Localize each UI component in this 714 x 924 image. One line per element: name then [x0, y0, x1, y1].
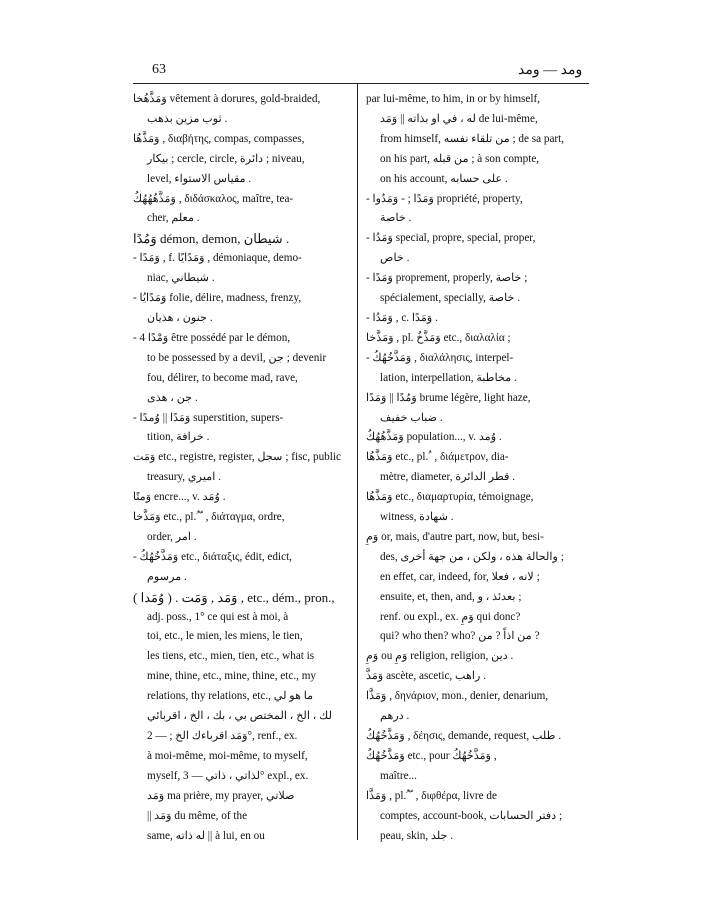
entry-line: جنون ، هذيان . [147, 311, 213, 324]
entry-line: - وَمَدًا ; - وَمَدُوا propriété, property, [366, 192, 523, 205]
entry-line: وَمَذَّ ascète, ascetic, راهب . [366, 670, 487, 683]
entry-line: وَمَذَّخُهُكُ etc., pour وَمَذَّخُهُكُ , [366, 749, 497, 762]
entry-line: وَمَذَّخا etc., pl. ُ ّ , διάταγμα, ordre, [133, 511, 285, 524]
entry-line: relations, thy relations, etc., ما هو لي [147, 690, 314, 703]
entry-line: niac, شيطاني . [147, 272, 215, 285]
entry-line: وَمتًا encre..., v. وُمَد . [133, 491, 226, 504]
entry-line: - وَمَدًا proprement, properly, خاصة ; [366, 272, 528, 285]
entry-line: renf. ou expl., ex. وَمِ qui donc? [380, 610, 521, 623]
entry-line: on his account, على حسابه . [380, 172, 508, 185]
entry-line: وَمَذَّهُا etc., pl. ُ , διάμετρον, dia- [366, 451, 509, 464]
entry-line: وَمَد ma prière, my prayer, صلاتي [147, 789, 295, 802]
entry-line: maître... [380, 769, 417, 782]
entry-line: - وَمَذَّخُهُكُ etc., διάταξις, édit, edict, [133, 550, 292, 563]
entry-line: par lui-même, to him, in or by himself, [366, 93, 540, 105]
entry-line: ensuite, et, then, and, بعدئذ ، و ; [380, 590, 522, 603]
entry-line: خاصة . [380, 212, 412, 225]
entry-line: وَمَذَّخُهُكُ , δέησις, demande, request, طلب . [366, 730, 562, 742]
guide-word: ومد — ومد [518, 63, 583, 78]
entry-line: from himself, من تلقاء نفسه ; de sa part, [380, 132, 565, 145]
entry-line: to be possessed by a devil, جن ; devenir [147, 351, 327, 364]
header-rule [133, 83, 589, 84]
entry-line: lation, interpellation, مخاطبة . [380, 371, 517, 384]
entry-line: on his part, من قبله ; à son compte, [380, 152, 540, 165]
entry-line: witness, شهادة . [380, 511, 454, 524]
entry-line: بيكار ; cercle, circle, دائرة ; niveau, [147, 152, 305, 165]
entry-line: des, والحالة هذه ، ولكن ، من جهة أخرى ; [380, 550, 564, 563]
entry-line: خاص . [380, 252, 410, 265]
entry-line: وَمِ ou وَمِ religion, religion, دين . [366, 650, 514, 663]
entry-line: fou, délirer, to become mad, rave, [147, 371, 298, 384]
entry-line: level, مقياس الاستواء . [147, 172, 252, 185]
entry-line: treasury, اميري . [147, 471, 221, 484]
entry-line: وَمَذَّخا , pl. وَمَذَّخُ etc., διαλαλία ; [366, 331, 511, 344]
entry-line: وَمِ or, mais, d'autre part, now, but, besi- [366, 530, 544, 543]
entry-line: peau, skin, جلد . [380, 829, 454, 842]
entry-line: وَمَذَّهُا etc., διαμαρτυρία, témoignage, [366, 491, 534, 504]
entry-line: order, امر . [147, 530, 197, 543]
entry-line: qui? who then? who? من اذاً ? من ? [380, 630, 540, 643]
entry-line: comptes, account-book, دفتر الحسابات ; [380, 809, 563, 822]
entry-line: ( وُمَدا ) . وَمَد , وَمَت , etc., dém., pron., [133, 589, 335, 605]
entry-line: - وَمَدُا special, propre, special, proper, [366, 232, 536, 245]
entry-line: toi, etc., le mien, les miens, le tien, [147, 630, 303, 643]
entry-line: || وَمَد du même, of the [147, 809, 248, 822]
entry-line: وَمَذَّهُهُكُ population..., v. وُمد . [366, 431, 502, 444]
entry-line: myself, لذاتي ، ذاتي — 3° expl., ex. [147, 769, 309, 782]
entry-line: وَمَذَّا , pl. ُ ّ , διφθέρα, livre de [366, 789, 497, 802]
entry-line: à moi-même, moi-même, to myself, [147, 749, 308, 762]
entry-line: ثوب مزين بذهب . [147, 112, 228, 125]
entry-line: وَمَذَّهُا , διαβήτης, compas, compasses, [133, 132, 305, 145]
entry-line: - وَمَدًا || وُمدًا superstition, supers- [133, 411, 284, 424]
entry-line: جن ، هذى . [147, 391, 198, 404]
page-number: 63 [152, 62, 166, 77]
entry-line: - وَمَدًا , f. وَمَدًايًا , démoniaque, demo- [133, 252, 302, 265]
entry-line: له ، في او بذاته || وَمَد de lui-même, [380, 112, 538, 125]
entry-line: ضباب خفيف . [380, 411, 443, 424]
entry-line: وَمَذَّهُهُهُكُ , διδάσκαλος, maître, tea- [133, 192, 294, 205]
entry-line: cher, معلم . [147, 212, 200, 225]
entry-line: وَمُدًا || وَمَدًا brume légère, light haze, [366, 391, 531, 404]
right-column [366, 90, 590, 846]
entry-line: وَمُدًا démon, demon, شيطان . [133, 231, 290, 247]
entry-line: - وَمَذَّخُهُكُ , διαλάλησις, interpel- [366, 351, 514, 364]
entry-line: وَمَذَّا , δηνάριον, mon., denier, denarium, [366, 690, 549, 703]
entry-line: les tiens, etc., mien, tien, etc., what is [147, 650, 315, 663]
entry-line: وَمَت etc., registre, register, سجل ; fisc, public [133, 451, 341, 464]
entry-line: tition, خرافة . [147, 431, 210, 444]
entry-line: - وَمَدًايُا folie, délire, madness, frenzy, [133, 292, 302, 305]
entry-line: mètre, diameter, قطر الدائرة . [380, 471, 516, 484]
entry-line: وَمَذَّهُخا vêtement à dorures, gold-braided, [133, 93, 321, 105]
entry-line: spécialement, specially, خاصة . [380, 292, 521, 305]
entry-line: - 4 وَمْدًا être possédé par le démon, [133, 331, 291, 344]
column-divider [357, 84, 358, 840]
entry-line: same, له ذاته || à lui, en ou [147, 829, 265, 842]
entry-line: درهم . [380, 710, 410, 723]
entry-line: وَمَد اقرباءك الخ ; — 2°, renf., ex. [147, 730, 298, 742]
entry-line: - وَمَدُا , c. وَمَدًا . [366, 311, 438, 324]
left-column [133, 90, 351, 846]
entry-line: لك ، الخ ، المختص بي ، بك ، الخ ، اقربائي [147, 710, 332, 723]
entry-line: adj. poss., 1° ce qui est à moi, à [147, 610, 289, 623]
entry-line: en effet, car, indeed, for, لانه ، فعلا ; [380, 570, 540, 583]
entry-line: mine, thine, etc., mine, thine, etc., my [147, 670, 317, 683]
entry-line: مرسوم . [147, 570, 187, 583]
